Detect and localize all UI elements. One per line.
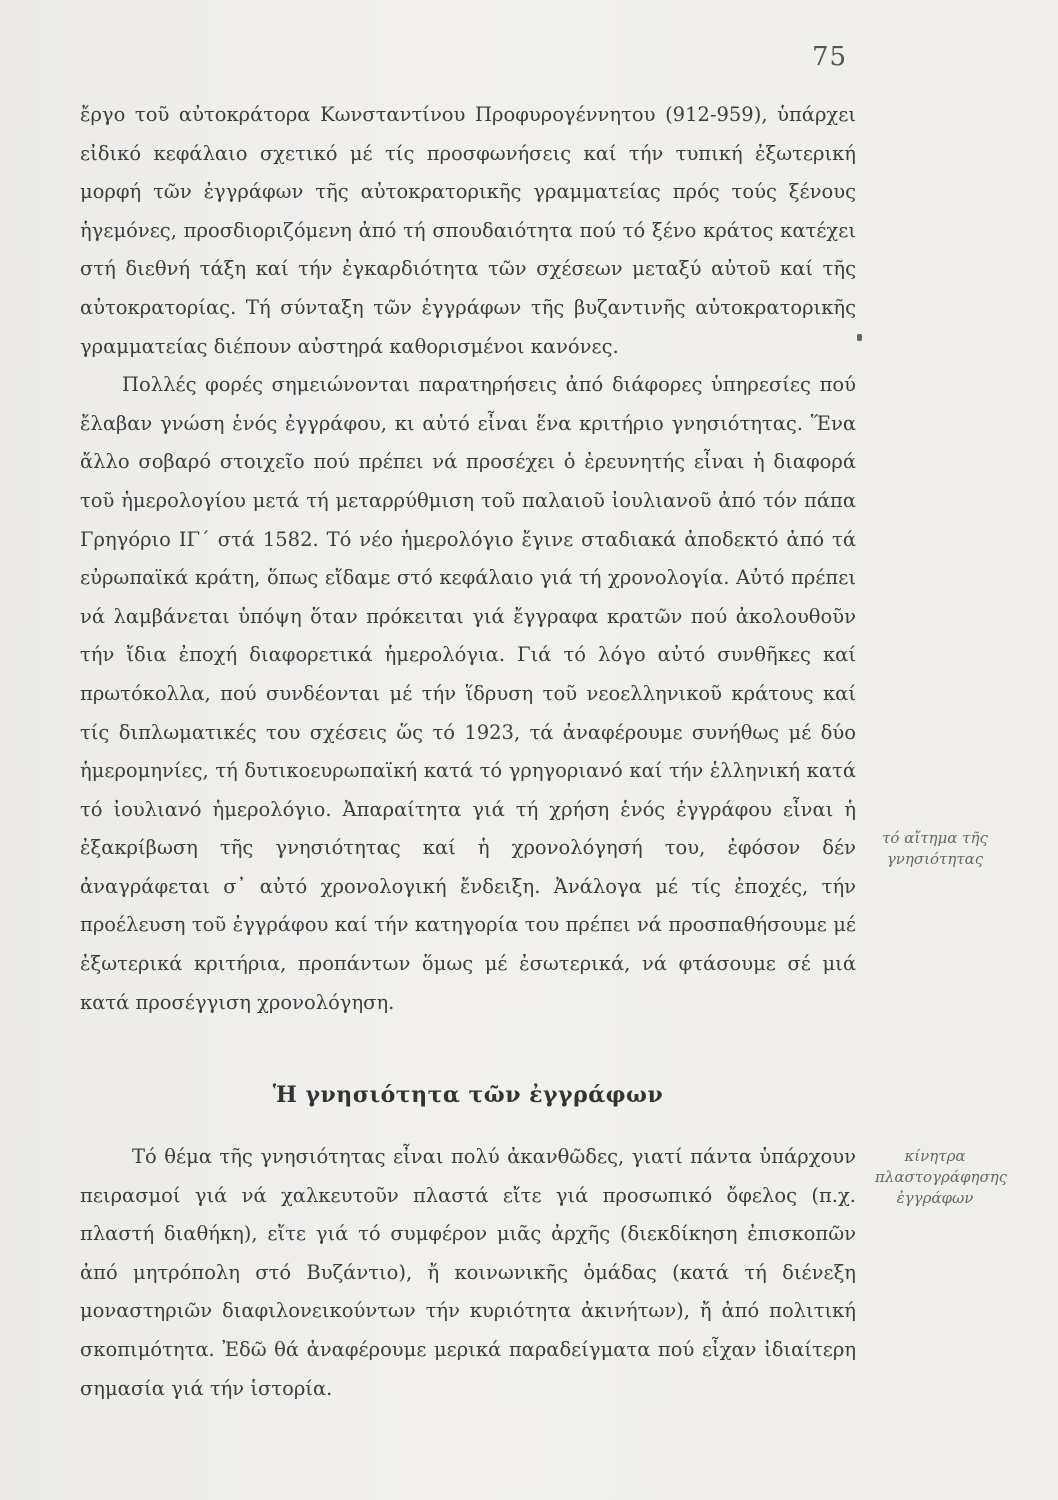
main-text-block xyxy=(80,96,856,1022)
section-text-block xyxy=(80,1138,856,1408)
margin-note-authenticity-question: τό αἴτημα τῆς γνησιότητας xyxy=(882,829,988,868)
body-paragraph-1: ἔργο τοῦ αὐτοκράτορα Κωνσταντίνου Προφυρογέννητου (912-959), ὑπάρχει εἰδικό κεφάλαιο σχετικό μέ τίς προσφωνήσεις καί τήν τυπική ἐξωτερική μορφή τῶν ἐγγράφων τῆς αὐτοκρατορικῆς γραμματείας πρός τούς ξένους ἡγεμόνες, προσδιοριζόμενη ἀπό τή σπουδαιότητα πού τό ξένο κράτος κατέχει στή διεθνή τάξη καί τήν ἐγκαρδιότητα τῶν σχέσεων μεταξύ αὐτοῦ καί τῆς αὐτοκρατορίας. Τή σύνταξη τῶν ἐγγράφων τῆς βυζαντινῆς αὐτοκρατορικῆς γραμματείας διέπουν αὐστηρά καθορισμένοι κανόνες. xyxy=(80,103,856,358)
body-paragraph-2: Πολλές φορές σημειώνονται παρατηρήσεις ἀπό διάφορες ὑπηρεσίες πού ἔλαβαν γνώση ἑνός ἐγγράφου, κι αὐτό εἶναι ἕνα κριτήριο γνησιότητας. Ἕνα ἄλλο σοβαρό στοιχεῖο πού πρέπει νά προσέχει ὁ ἐρευνητής εἶναι ἡ διαφορά τοῦ ἡμερολογίου μετά τή μεταρρύθμιση τοῦ παλαιοῦ ἰουλιανοῦ ἀπό τόν πάπα Γρηγόριο ΙΓ΄ στά 1582. Τό νέο ἡμερολόγιο ἔγινε σταδιακά ἀποδεκτό ἀπό τά εὐρωπαϊκά κράτη, ὅπως εἴδαμε στό κεφάλαιο γιά τή χρονολογία. Αὐτό πρέπει νά λαμβάνεται ὑπόψη ὅταν πρόκειται γιά ἔγγραφα κρατῶν πού ἀκολουθοῦν τήν ἴδια ἐποχή διαφορετικά ἡμερολόγια. Γιά τό λόγο αὐτό συνθῆκες καί πρωτόκολλα, πού συνδέονται μέ τήν ἵδρυση τοῦ νεοελληνικοῦ κράτους καί τίς διπλωματικές του σχέσεις ὥς τό 1923, τά ἀναφέρουμε συνήθως μέ δύο ἡμερομηνίες, τή δυτικοευρωπαϊκή κατά τό γρηγοριανό καί τήν ἑλληνική κατά τό ἰουλιανό ἡμερολόγιο. Ἀπαραίτητα γιά τή χρήση ἑνός ἐγγράφου εἶναι ἡ ἐξακρίβωση τῆς γνησιότητας καί ἡ χρονολόγησή του, ἐφόσον δέν ἀναγράφεται σ᾽ αὐτό χρονολογική ἔνδειξη. Ἀνάλογα μέ τίς ἐποχές, τήν προέλευση τοῦ ἐγγράφου καί τήν κατηγορία του πρέπει νά προσπαθήσουμε μέ ἐξωτερικά κριτήρια, προπάντων ὅμως μέ ἐσωτερικά, νά φτάσουμε σέ μιά κατά προσέγγιση χρονολόγηση. xyxy=(80,373,856,1014)
section-paragraph-1: Τό θέμα τῆς γνησιότητας εἶναι πολύ ἀκανθῶδες, γιατί πάντα ὑπάρχουν πειρασμοί γιά νά χαλκευτοῦν πλαστά εἴτε γιά προσωπικό ὄφελος (π.χ. πλαστή διαθήκη), εἴτε γιά τό συμφέρον μιᾶς ἀρχῆς (διεκδίκηση ἐπισκοπῶν ἀπό μητρόπολη στό Βυζάντιο), ἤ κοινωνικῆς ὁμάδας (κατά τή διένεξη μοναστηριῶν διαφιλονεικούντων τήν κυριότητα ἀκινήτων), ἤ ἀπό πολιτική σκοπιμότητα. Ἐδῶ θά ἀναφέρουμε μερικά παραδείγματα πού εἶχαν ἰδιαίτερη σημασία γιά τήν ἱστορία. xyxy=(80,1145,856,1400)
page-number: 75 xyxy=(812,42,848,72)
scan-speck xyxy=(857,334,862,341)
section-heading: Ἡ γνησιότητα τῶν ἐγγράφων xyxy=(272,1082,664,1108)
margin-note-forgery-motives: κίνητρα πλαστογράφησης ἐγγράφων xyxy=(875,1147,1008,1207)
